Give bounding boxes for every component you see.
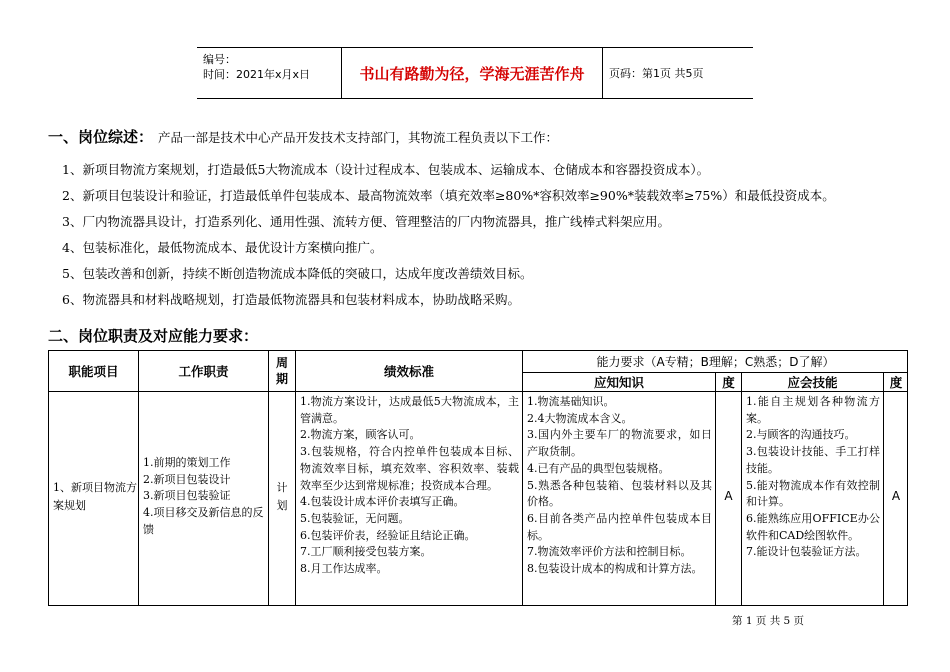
knowledge-item: 5.熟悉各种包装箱、包装材料以及其价格。 <box>527 478 712 509</box>
skill-item: 2.与顾客的沟通技巧。 <box>746 428 856 442</box>
header-period-text: 周期 <box>275 356 288 386</box>
skill-item: 6.能熟练应用OFFICE办公软件和CAD绘图软件。 <box>746 511 880 542</box>
skill-item: 1.能自主规划各种物流方案。 <box>746 395 880 425</box>
knowledge-item: 8.包装设计成本的构成和计算方法。 <box>527 562 703 576</box>
duty-item: 3.新项目包装验证 <box>143 489 231 503</box>
header-meta <box>197 48 341 98</box>
skill-item: 5.能对物流成本作有效控制和计算。 <box>746 478 880 509</box>
skill-degree: A <box>891 489 901 503</box>
skill-item: 3.包装设计技能、手工打样技能。 <box>746 445 880 475</box>
standard-item: 8.月工作达成率。 <box>300 562 388 576</box>
duties-cell <box>143 455 267 539</box>
section2-title: 二、岗位职责及对应能力要求： <box>48 327 259 345</box>
header-degree: 度 <box>722 374 735 390</box>
page-footer: 第 1 页 共 5 页 <box>732 615 805 627</box>
knowledge-degree: A <box>724 489 733 503</box>
knowledge-item: 2.4大物流成本含义。 <box>527 411 633 425</box>
table-divider <box>49 391 908 392</box>
header-period <box>269 351 295 391</box>
time-label: 时间：2021年x月x日 <box>203 68 311 81</box>
header-duty: 工作职责 <box>178 364 229 379</box>
function-cell: 1、新项目物流方案规划 <box>53 481 137 512</box>
duty-item: 1.前期的策划工作 <box>143 456 231 469</box>
knowledge-item: 6.目前各类产品内控单件包装成本目标。 <box>527 511 712 542</box>
knowledge-item: 1.物流基础知识。 <box>527 395 615 408</box>
duty-item: 4.项目移交及新信息的反馈 <box>143 506 264 536</box>
section1-title: 一、岗位综述： <box>48 128 154 146</box>
knowledge-item: 3.国内外主要车厂的物流要求，如日产取货制。 <box>527 428 712 459</box>
page-header <box>197 47 753 99</box>
header-skill: 应会技能 <box>787 374 838 390</box>
list-item: 4、包装标准化，最低物流成本、最优设计方案横向推广。 <box>62 240 383 255</box>
standard-item: 6.包装评价表，经验证且结论正确。 <box>300 528 476 542</box>
list-item: 1、新项目物流方案规划，打造最低5大物流成本（设计过程成本、包装成本、运输成本、仓储成本和容器投资成本）。 <box>62 162 710 177</box>
standard-item: 3.包装规格，符合内控单件包装成本目标、物流效率目标，填充效率、容积效率、装载效率至少达到常规标准；投资成本合理。 <box>300 445 519 492</box>
standard-item: 4.包装设计成本评价表填写正确。 <box>300 495 465 509</box>
header-knowledge: 应知知识 <box>593 374 644 390</box>
header-degree-2: 度 <box>889 374 903 390</box>
header-standard: 绩效标准 <box>383 364 434 379</box>
header-ability: 能力要求（A专精；B理解；C熟悉；D了解） <box>596 355 835 369</box>
period-cell: 计划 <box>276 481 288 512</box>
standard-item: 5.包装验证，无问题。 <box>300 511 410 525</box>
knowledge-cell <box>527 394 712 578</box>
list-item: 3、厂内物流器具设计，打造系列化、通用性强、流转方便、管理整洁的厂内物流器具，推广线棒式料架应用。 <box>62 214 670 229</box>
duty-table <box>48 350 908 606</box>
standards-cell <box>300 394 519 578</box>
table-divider <box>741 372 742 605</box>
knowledge-item: 7.物流效率评价方法和控制目标。 <box>527 545 692 559</box>
header-function: 职能项目 <box>68 364 119 379</box>
standard-item: 1.物流方案设计，达成最低5大物流成本，主管满意。 <box>300 395 519 425</box>
knowledge-item: 4.已有产品的典型包装规格。 <box>527 461 670 475</box>
section1-intro: 产品一部是技术中心产品开发技术支持部门，其物流工程负责以下工作： <box>158 130 559 145</box>
skill-item: 7.能设计包装验证方法。 <box>746 545 867 559</box>
standard-item: 2.物流方案，顾客认可。 <box>300 428 421 442</box>
page-number-label: 页码：第1页 共5页 <box>609 67 704 80</box>
skills-cell <box>746 394 880 561</box>
standard-item: 7.工厂顺利接受包装方案。 <box>300 545 432 559</box>
list-item: 5、包装改善和创新，持续不断创造物流成本降低的突破口，达成年度改善绩效目标。 <box>62 266 533 281</box>
list-item: 6、物流器具和材料战略规划，打造最低物流器具和包装材料成本，协助战略采购。 <box>62 292 520 307</box>
number-label: 编号： <box>203 53 236 66</box>
header-motto: 书山有路勤为径，学海无涯苦作舟 <box>341 48 603 98</box>
list-item: 2、新项目包装设计和验证，打造最低单件包装成本、最高物流效率（填充效率≥80%*容积效率≥90%*装载效率≥75%）和最低投资成本。 <box>62 188 835 203</box>
duty-item: 2.新项目包装设计 <box>143 472 231 486</box>
